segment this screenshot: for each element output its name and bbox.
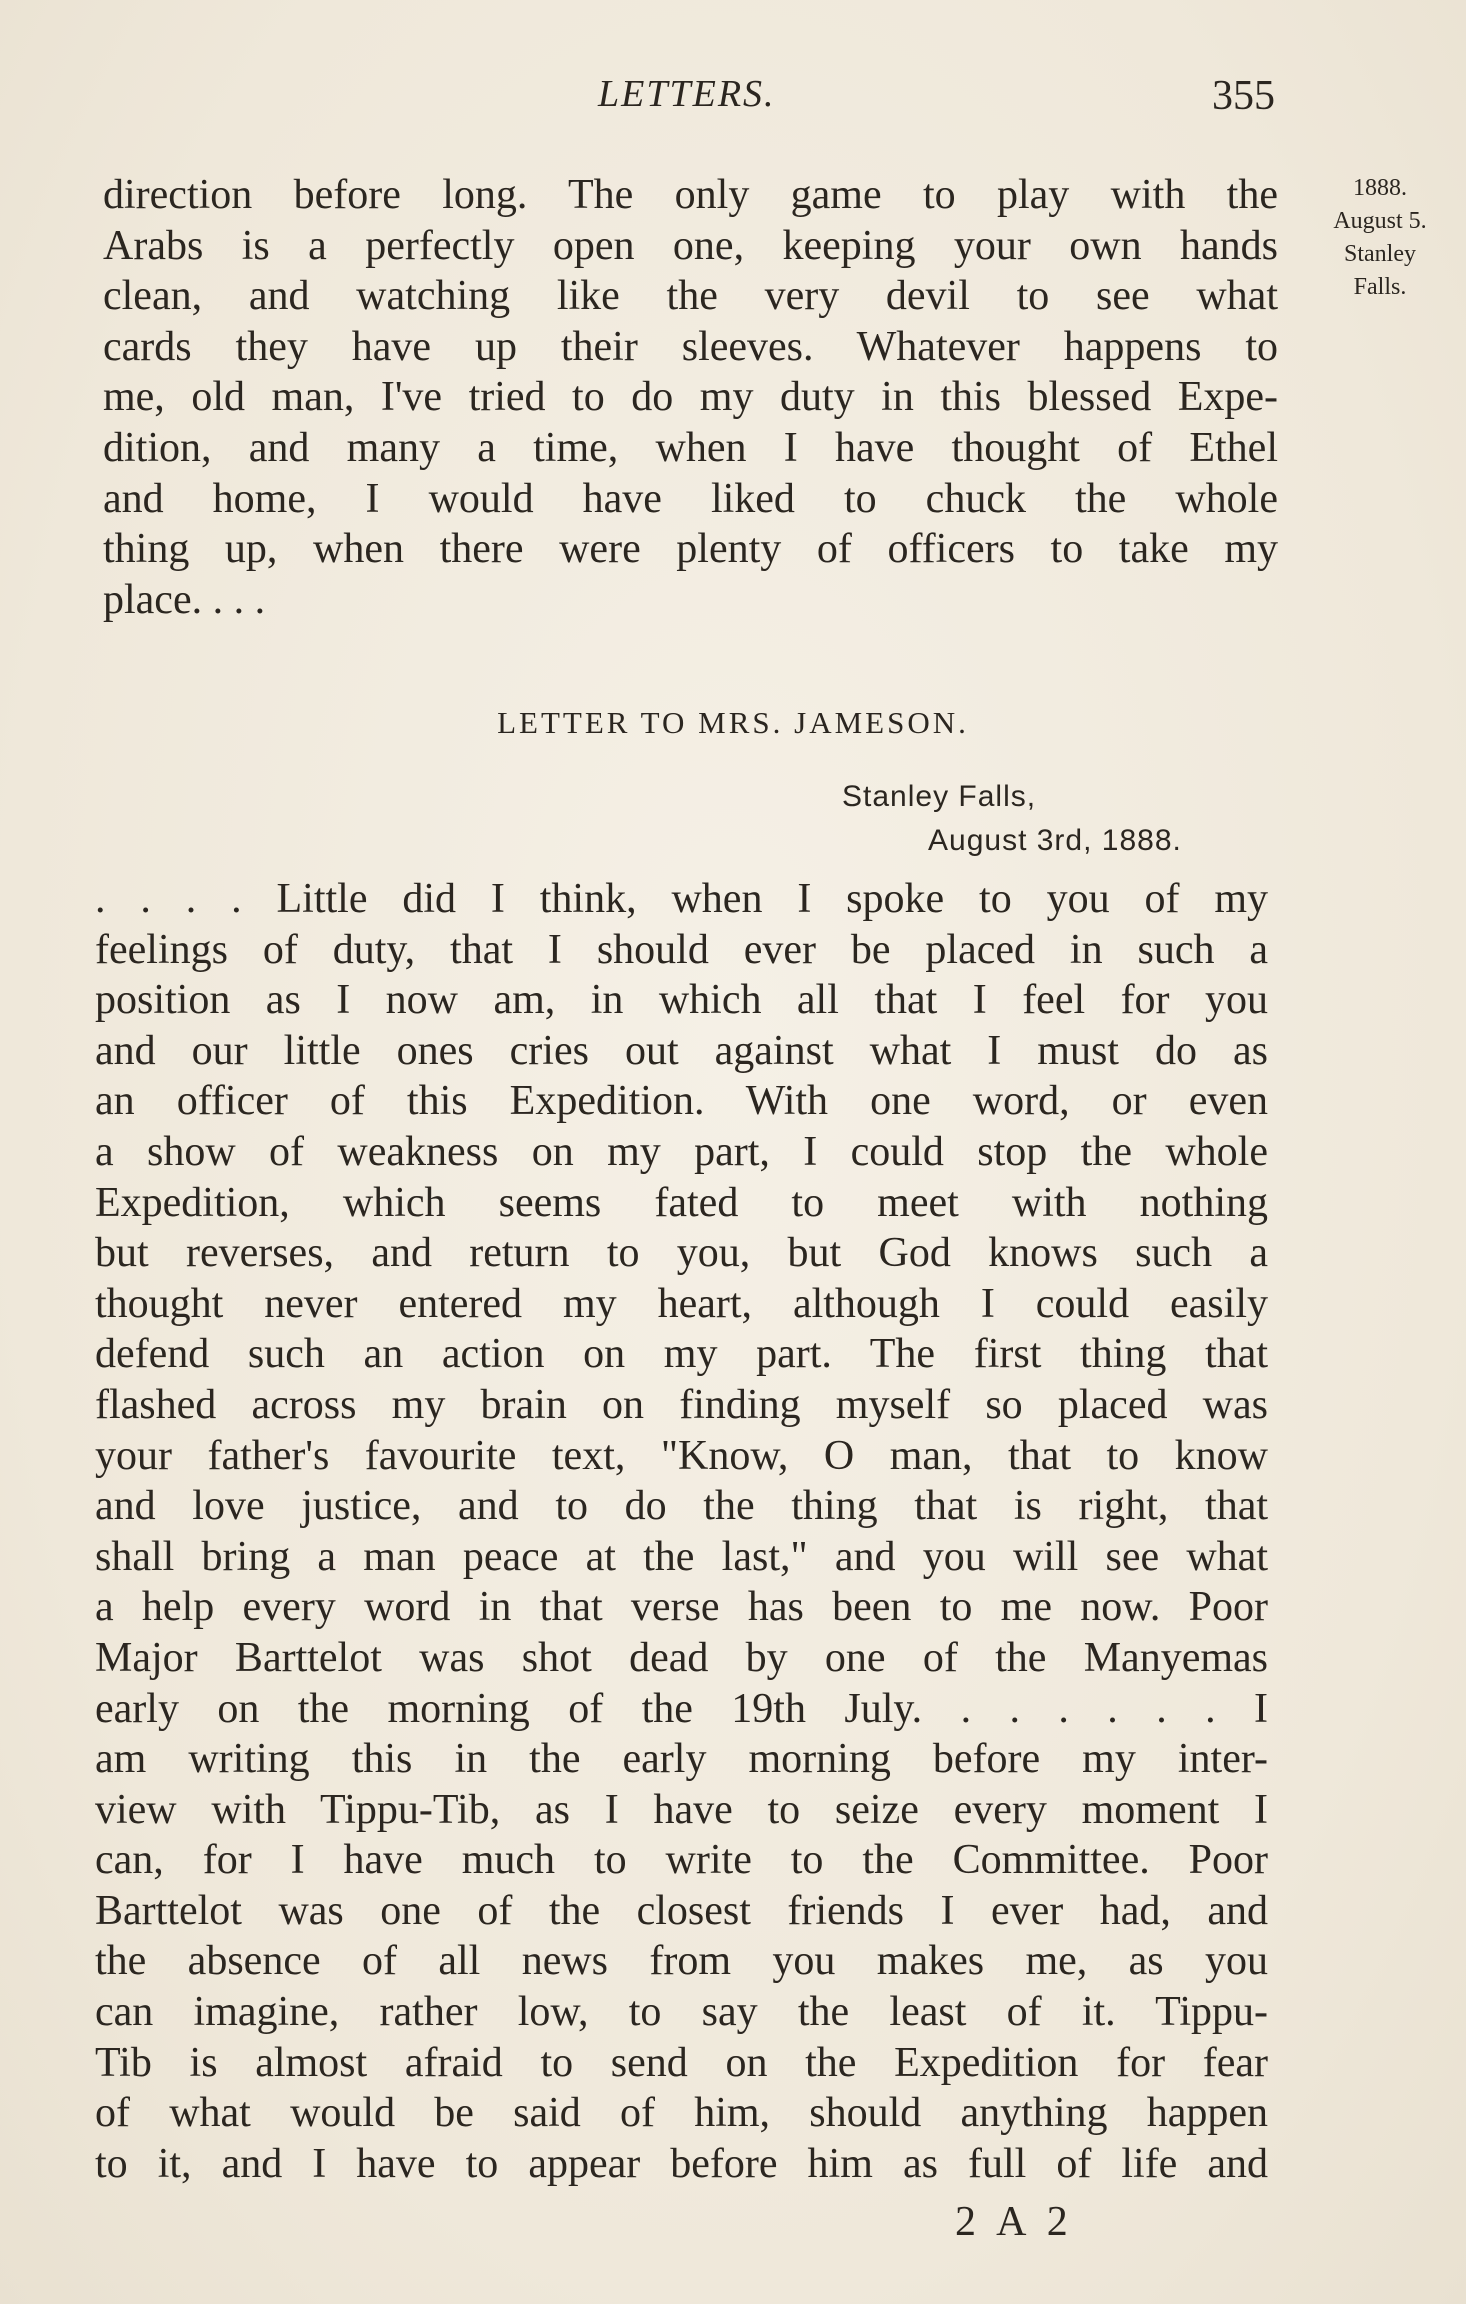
text-line: can, for I have much to write to the Committee. Poor [95,1837,1268,1884]
text-line: of what would be said of him, should anything happen [95,2090,1268,2137]
page-header [0,72,1466,122]
text-line: and our little ones cries out against what I must do as [95,1027,1268,1074]
text-line: dition, and many a time, when I have thought of Ethel [103,424,1278,471]
margin-note-date: August 5. [1333,208,1427,234]
text-line: me, old man, I've tried to do my duty in this blessed Expe- [103,374,1278,421]
signature-mark: 2 A 2 [955,2199,1074,2245]
margin-note-place-2: Falls. [1353,274,1407,300]
text-line: Tib is almost afraid to send on the Expedition for fear [95,2039,1268,2086]
text-line: an officer of this Expedition. With one word, or even [95,1078,1268,1125]
letter-place: Stanley Falls, [842,780,1037,813]
text-line: clean, and watching like the very devil to see what [103,273,1278,320]
letter-heading: LETTER TO MRS. JAMESON. [497,705,969,740]
text-line: can imagine, rather low, to say the least of it. Tippu- [95,1989,1268,2036]
margin-note-year: 1888. [1353,175,1407,201]
text-line: defend such an action on my part. The first thing that [95,1331,1268,1378]
text-line: Expedition, which seems fated to meet with nothing [95,1179,1268,1226]
text-line: position as I now am, in which all that I feel for you [95,977,1268,1024]
running-head: LETTERS. [598,73,776,115]
text-line: and love justice, and to do the thing that is right, that [95,1483,1268,1530]
text-line: cards they have up their sleeves. Whatever happens to [103,323,1278,370]
text-line: the absence of all news from you makes me, as you [95,1938,1268,1985]
text-line: your father's favourite text, "Know, O man, that to know [95,1432,1268,1479]
text-line: feelings of duty, that I should ever be placed in such a [95,926,1268,973]
text-line: but reverses, and return to you, but God knows such a [95,1230,1268,1277]
letter-body [95,874,1268,2189]
text-line: thought never entered my heart, although I could easily [95,1280,1268,1327]
text-line: to it, and I have to appear before him as full of life and [95,2140,1268,2187]
text-line: direction before long. The only game to play with the [103,172,1278,218]
text-line: . . . . Little did I think, when I spoke to you of my [95,876,1268,922]
letter-date: August 3rd, 1888. [928,824,1182,857]
text-line: place. . . . [103,576,266,623]
text-line: early on the morning of the 19th July. . . . . . . I [95,1685,1268,1732]
text-line: Major Barttelot was shot dead by one of the Manyemas [95,1634,1268,1681]
text-line: and home, I would have liked to chuck the whole [103,475,1278,522]
margin-note-place-1: Stanley [1344,241,1416,267]
text-line: Arabs is a perfectly open one, keeping your own hands [103,222,1278,269]
text-line: thing up, when there were plenty of officers to take my [103,526,1278,573]
text-line: a help every word in that verse has been to me now. Poor [95,1584,1268,1631]
text-line: shall bring a man peace at the last," and you will see what [95,1533,1268,1580]
text-line: a show of weakness on my part, I could stop the whole [95,1128,1268,1175]
text-line: view with Tippu-Tib, as I have to seize every moment I [95,1786,1268,1833]
text-line: am writing this in the early morning before my inter- [95,1736,1268,1783]
paragraph-continuation [103,170,1278,625]
page-number: 355 [1212,73,1275,119]
text-line: Barttelot was one of the closest friends I ever had, and [95,1887,1268,1934]
text-line: flashed across my brain on finding myself so placed was [95,1381,1268,1428]
margin-note [1300,172,1460,304]
